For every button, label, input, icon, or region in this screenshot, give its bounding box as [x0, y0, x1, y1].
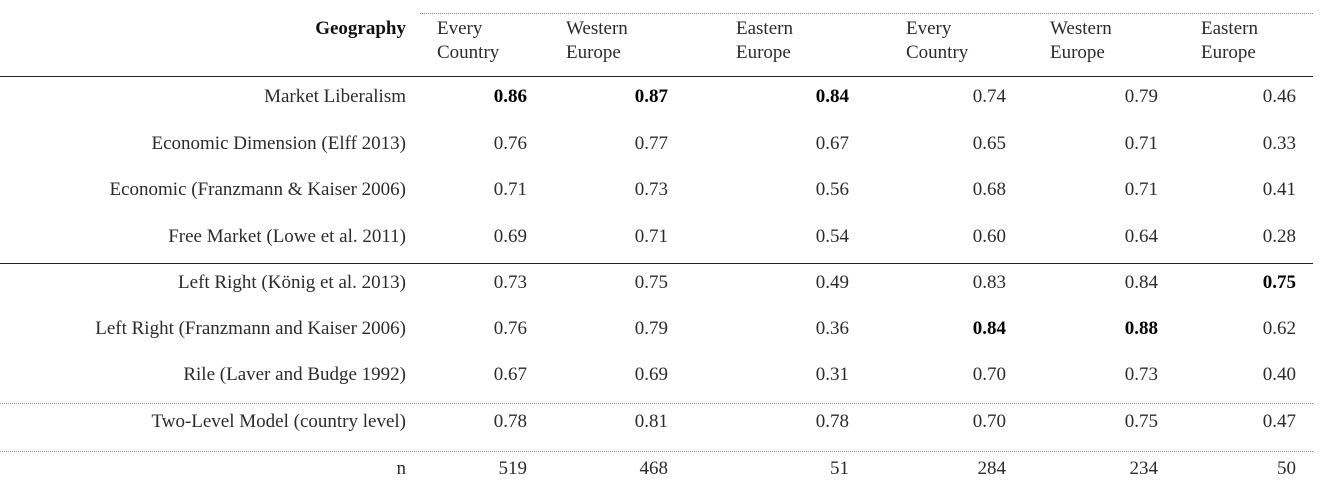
row-label: Market Liberalism — [264, 86, 406, 107]
column-header-line1: Western — [1050, 18, 1112, 39]
row-label: Rile (Laver and Budge 1992) — [183, 364, 406, 385]
table-row — [0, 272, 1323, 318]
table-cell: 0.56 — [815, 179, 849, 200]
column-header-line1: Eastern — [736, 18, 793, 39]
table-cell: 0.70 — [972, 364, 1006, 385]
table-row — [0, 458, 1323, 504]
table-cell: 0.40 — [1262, 364, 1296, 385]
table-row — [0, 179, 1323, 225]
header-top-rule — [420, 13, 1313, 14]
table-cell: 0.60 — [972, 226, 1006, 247]
table-cell: 0.67 — [815, 133, 849, 154]
column-header-line1: Every — [437, 18, 483, 39]
column-header-line2: Country — [437, 42, 500, 63]
table-cell: 0.54 — [815, 226, 849, 247]
column-header-line2: Europe — [1201, 42, 1256, 63]
table-cell: 0.83 — [972, 272, 1006, 293]
table-cell: 0.71 — [634, 226, 668, 247]
table-cell: 0.28 — [1262, 226, 1296, 247]
row-label: Left Right (Franzmann and Kaiser 2006) — [95, 318, 406, 339]
table-cell: 0.79 — [634, 318, 668, 339]
table-cell: 0.76 — [493, 318, 527, 339]
row-label: Economic Dimension (Elff 2013) — [151, 133, 406, 154]
table-cell: 0.49 — [815, 272, 849, 293]
column-header — [437, 17, 499, 65]
table-cell: 0.87 — [634, 86, 668, 107]
table-cell: 0.70 — [972, 411, 1006, 432]
row-label: Free Market (Lowe et al. 2011) — [168, 226, 406, 247]
table-cell: 0.36 — [815, 318, 849, 339]
row-label: Economic (Franzmann & Kaiser 2006) — [109, 179, 406, 200]
table-cell: 0.62 — [1262, 318, 1296, 339]
table-cell: 0.75 — [1262, 272, 1296, 293]
header-bottom-rule — [0, 76, 1313, 77]
column-header-line1: Western — [566, 18, 628, 39]
table-cell: 0.84 — [815, 86, 849, 107]
table-cell: 0.74 — [972, 86, 1006, 107]
table-cell: 0.67 — [493, 364, 527, 385]
table-cell: 0.46 — [1262, 86, 1296, 107]
table-cell: 0.41 — [1262, 179, 1296, 200]
table-cell: 519 — [498, 458, 527, 479]
column-header — [1201, 17, 1258, 65]
column-header — [566, 17, 628, 65]
column-header — [736, 17, 793, 65]
table-cell: 0.64 — [1124, 226, 1158, 247]
section-rule-2 — [0, 403, 1313, 404]
table-cell: 0.73 — [634, 179, 668, 200]
row-label: n — [396, 458, 406, 479]
table-cell: 0.78 — [815, 411, 849, 432]
table-cell: 468 — [639, 458, 668, 479]
geography-label: Geography — [315, 18, 406, 39]
table-cell: 0.71 — [493, 179, 527, 200]
table-cell: 0.33 — [1262, 133, 1296, 154]
column-header-line2: Europe — [1050, 42, 1105, 63]
table-cell: 0.68 — [972, 179, 1006, 200]
table-cell: 0.69 — [634, 364, 668, 385]
table-cell: 0.31 — [815, 364, 849, 385]
table-cell: 0.73 — [493, 272, 527, 293]
table-cell: 0.79 — [1124, 86, 1158, 107]
section-rule-1 — [0, 263, 1313, 264]
table-cell: 50 — [1277, 458, 1296, 479]
table-cell: 0.84 — [972, 318, 1006, 339]
column-header — [1050, 17, 1112, 65]
table-cell: 0.86 — [493, 86, 527, 107]
table-cell: 0.75 — [1124, 411, 1158, 432]
table-cell: 0.81 — [634, 411, 668, 432]
row-label: Left Right (König et al. 2013) — [178, 272, 406, 293]
table-cell: 0.77 — [634, 133, 668, 154]
table-cell: 284 — [977, 458, 1006, 479]
table-cell: 51 — [830, 458, 849, 479]
table-cell: 0.71 — [1124, 179, 1158, 200]
column-header-line2: Europe — [566, 42, 621, 63]
column-header-line2: Europe — [736, 42, 791, 63]
table-row — [0, 133, 1323, 179]
row-label: Two-Level Model (country level) — [151, 411, 406, 432]
table-cell: 234 — [1129, 458, 1158, 479]
table-cell: 0.71 — [1124, 133, 1158, 154]
column-header-line2: Country — [906, 42, 969, 63]
table-cell: 0.73 — [1124, 364, 1158, 385]
table-cell: 0.84 — [1124, 272, 1158, 293]
table-cell: 0.65 — [972, 133, 1006, 154]
column-header-line1: Every — [906, 18, 952, 39]
table-row — [0, 226, 1323, 272]
column-header — [906, 17, 968, 65]
table-cell: 0.47 — [1262, 411, 1296, 432]
column-header-line1: Eastern — [1201, 18, 1258, 39]
table-cell: 0.69 — [493, 226, 527, 247]
table-cell: 0.88 — [1124, 318, 1158, 339]
table-cell: 0.75 — [634, 272, 668, 293]
table-cell: 0.78 — [493, 411, 527, 432]
section-rule-3 — [0, 451, 1313, 452]
table-cell: 0.76 — [493, 133, 527, 154]
table-row — [0, 86, 1323, 132]
table-row — [0, 318, 1323, 364]
